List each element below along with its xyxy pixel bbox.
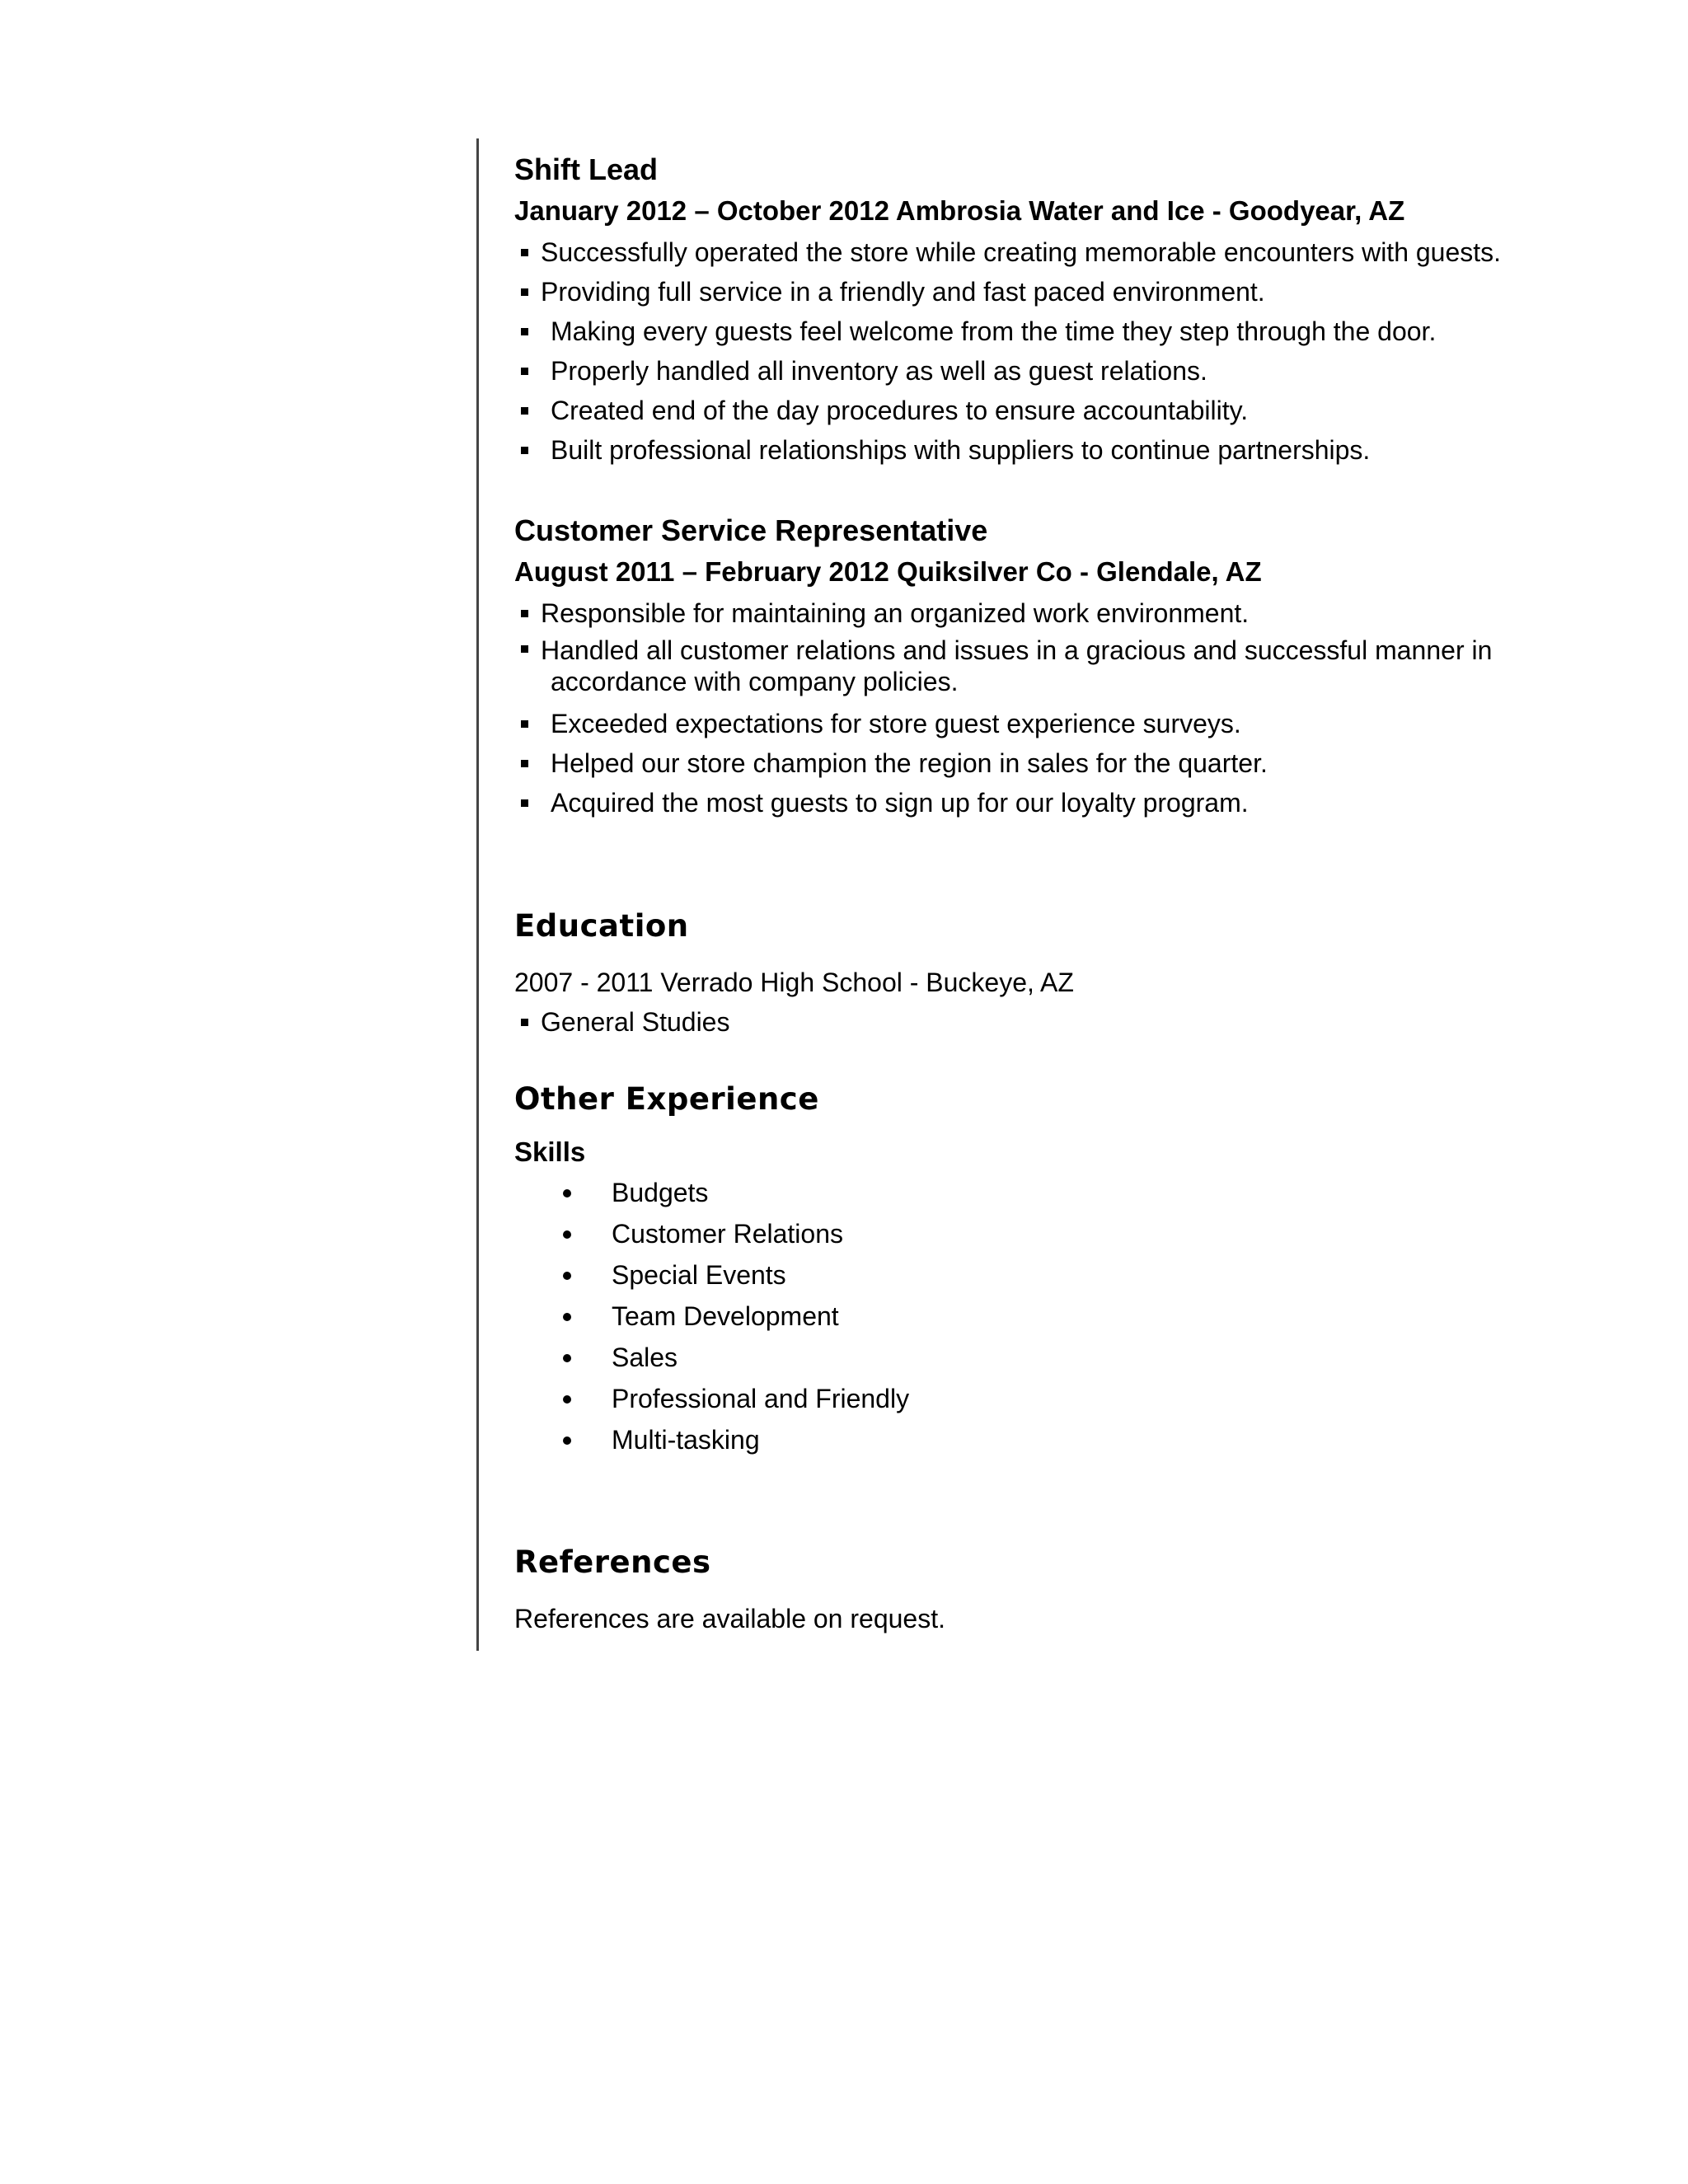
list-item — [514, 1296, 1512, 1337]
round-bullet-icon — [563, 1395, 571, 1404]
education-entry: 2007 - 2011 Verrado High School - Buckeye, AZ — [514, 968, 1074, 997]
list-item-text: Team Development — [612, 1301, 839, 1331]
square-bullet-icon — [521, 328, 528, 335]
other-experience-heading: Other Experience — [514, 1081, 819, 1117]
round-bullet-icon — [563, 1313, 571, 1321]
job-title: Shift Lead — [514, 152, 659, 186]
references-heading: References — [514, 1544, 711, 1580]
skills-label: Skills — [514, 1137, 586, 1167]
list-item-text: Special Events — [612, 1260, 786, 1290]
list-item-text: Created end of the day procedures to ensure accountability. — [551, 396, 1249, 425]
job-customer-service — [514, 509, 1512, 823]
education-heading: Education — [514, 908, 689, 944]
list-item — [514, 1337, 1512, 1378]
list-item-text: Professional and Friendly — [612, 1384, 910, 1413]
job-title: Customer Service Representative — [514, 513, 988, 547]
list-item — [514, 1378, 1512, 1419]
list-item-text: Properly handled all inventory as well as guest relations. — [551, 356, 1207, 386]
education-list — [514, 1002, 1512, 1042]
square-bullet-icon — [521, 447, 528, 454]
round-bullet-icon — [563, 1272, 571, 1280]
list-item — [514, 1213, 1512, 1254]
list-item — [514, 312, 1512, 351]
list-item — [514, 704, 1512, 743]
list-item — [514, 391, 1512, 430]
list-item-text: General Studies — [541, 1007, 730, 1037]
square-bullet-icon — [521, 407, 528, 415]
list-item-text: Sales — [612, 1343, 678, 1372]
list-item-text: Handled all customer relations and issues in a gracious and successful manner in — [541, 635, 1493, 665]
square-bullet-icon — [521, 760, 528, 767]
list-item-text: Responsible for maintaining an organized work environment. — [541, 598, 1250, 628]
job-shift-lead — [514, 148, 1512, 470]
job-dates-employer: January 2012 – October 2012 Ambrosia Water and Ice - Goodyear, AZ — [514, 195, 1405, 226]
job-dates-employer: August 2011 – February 2012 Quiksilver Co - Glendale, AZ — [514, 556, 1262, 587]
list-item-text: Providing full service in a friendly and fast paced environment. — [541, 277, 1265, 307]
square-bullet-icon — [521, 1019, 528, 1026]
list-item-text: Built professional relationships with suppliers to continue partnerships. — [551, 435, 1371, 465]
square-bullet-icon — [521, 368, 528, 375]
references-text: References are available on request. — [514, 1604, 945, 1633]
round-bullet-icon — [563, 1354, 571, 1362]
references-section — [514, 1541, 1512, 1638]
education-section — [514, 905, 1512, 1042]
list-item-text: Exceeded expectations for store guest experience surveys. — [551, 709, 1241, 738]
square-bullet-icon — [521, 610, 528, 617]
list-item — [514, 272, 1512, 312]
job-duties-list — [514, 593, 1512, 823]
round-bullet-icon — [563, 1436, 571, 1445]
square-bullet-icon — [521, 720, 528, 728]
list-item — [514, 351, 1512, 391]
list-item-text: Acquired the most guests to sign up for our loyalty program. — [551, 788, 1249, 818]
list-item — [514, 743, 1512, 783]
square-bullet-icon — [521, 799, 528, 807]
list-item-text: Making every guests feel welcome from the time they step through the door. — [551, 316, 1437, 346]
round-bullet-icon — [563, 1189, 571, 1197]
list-item — [514, 1254, 1512, 1296]
round-bullet-icon — [563, 1230, 571, 1239]
list-item — [514, 1419, 1512, 1460]
list-item — [514, 232, 1512, 272]
square-bullet-icon — [521, 288, 528, 296]
list-item-text-continued: accordance with company policies. — [551, 667, 959, 696]
list-item — [514, 1172, 1512, 1213]
list-item-text: Helped our store champion the region in sales for the quarter. — [551, 748, 1268, 778]
square-bullet-icon — [521, 645, 528, 653]
list-item-text: Budgets — [612, 1178, 709, 1207]
list-item — [514, 783, 1512, 823]
list-item — [514, 593, 1512, 633]
list-item — [514, 1002, 1512, 1042]
square-bullet-icon — [521, 249, 528, 256]
list-item-text: Multi-tasking — [612, 1425, 760, 1455]
list-item — [514, 430, 1512, 470]
skills-list — [514, 1172, 1512, 1460]
resume-content — [514, 148, 1512, 1638]
job-duties-list — [514, 232, 1512, 470]
list-item-text: Customer Relations — [612, 1219, 843, 1249]
other-experience-section — [514, 1078, 1512, 1460]
list-item-text: Successfully operated the store while creating memorable encounters with guests. — [541, 237, 1502, 267]
vertical-divider — [476, 138, 479, 1651]
list-item — [514, 633, 1512, 704]
